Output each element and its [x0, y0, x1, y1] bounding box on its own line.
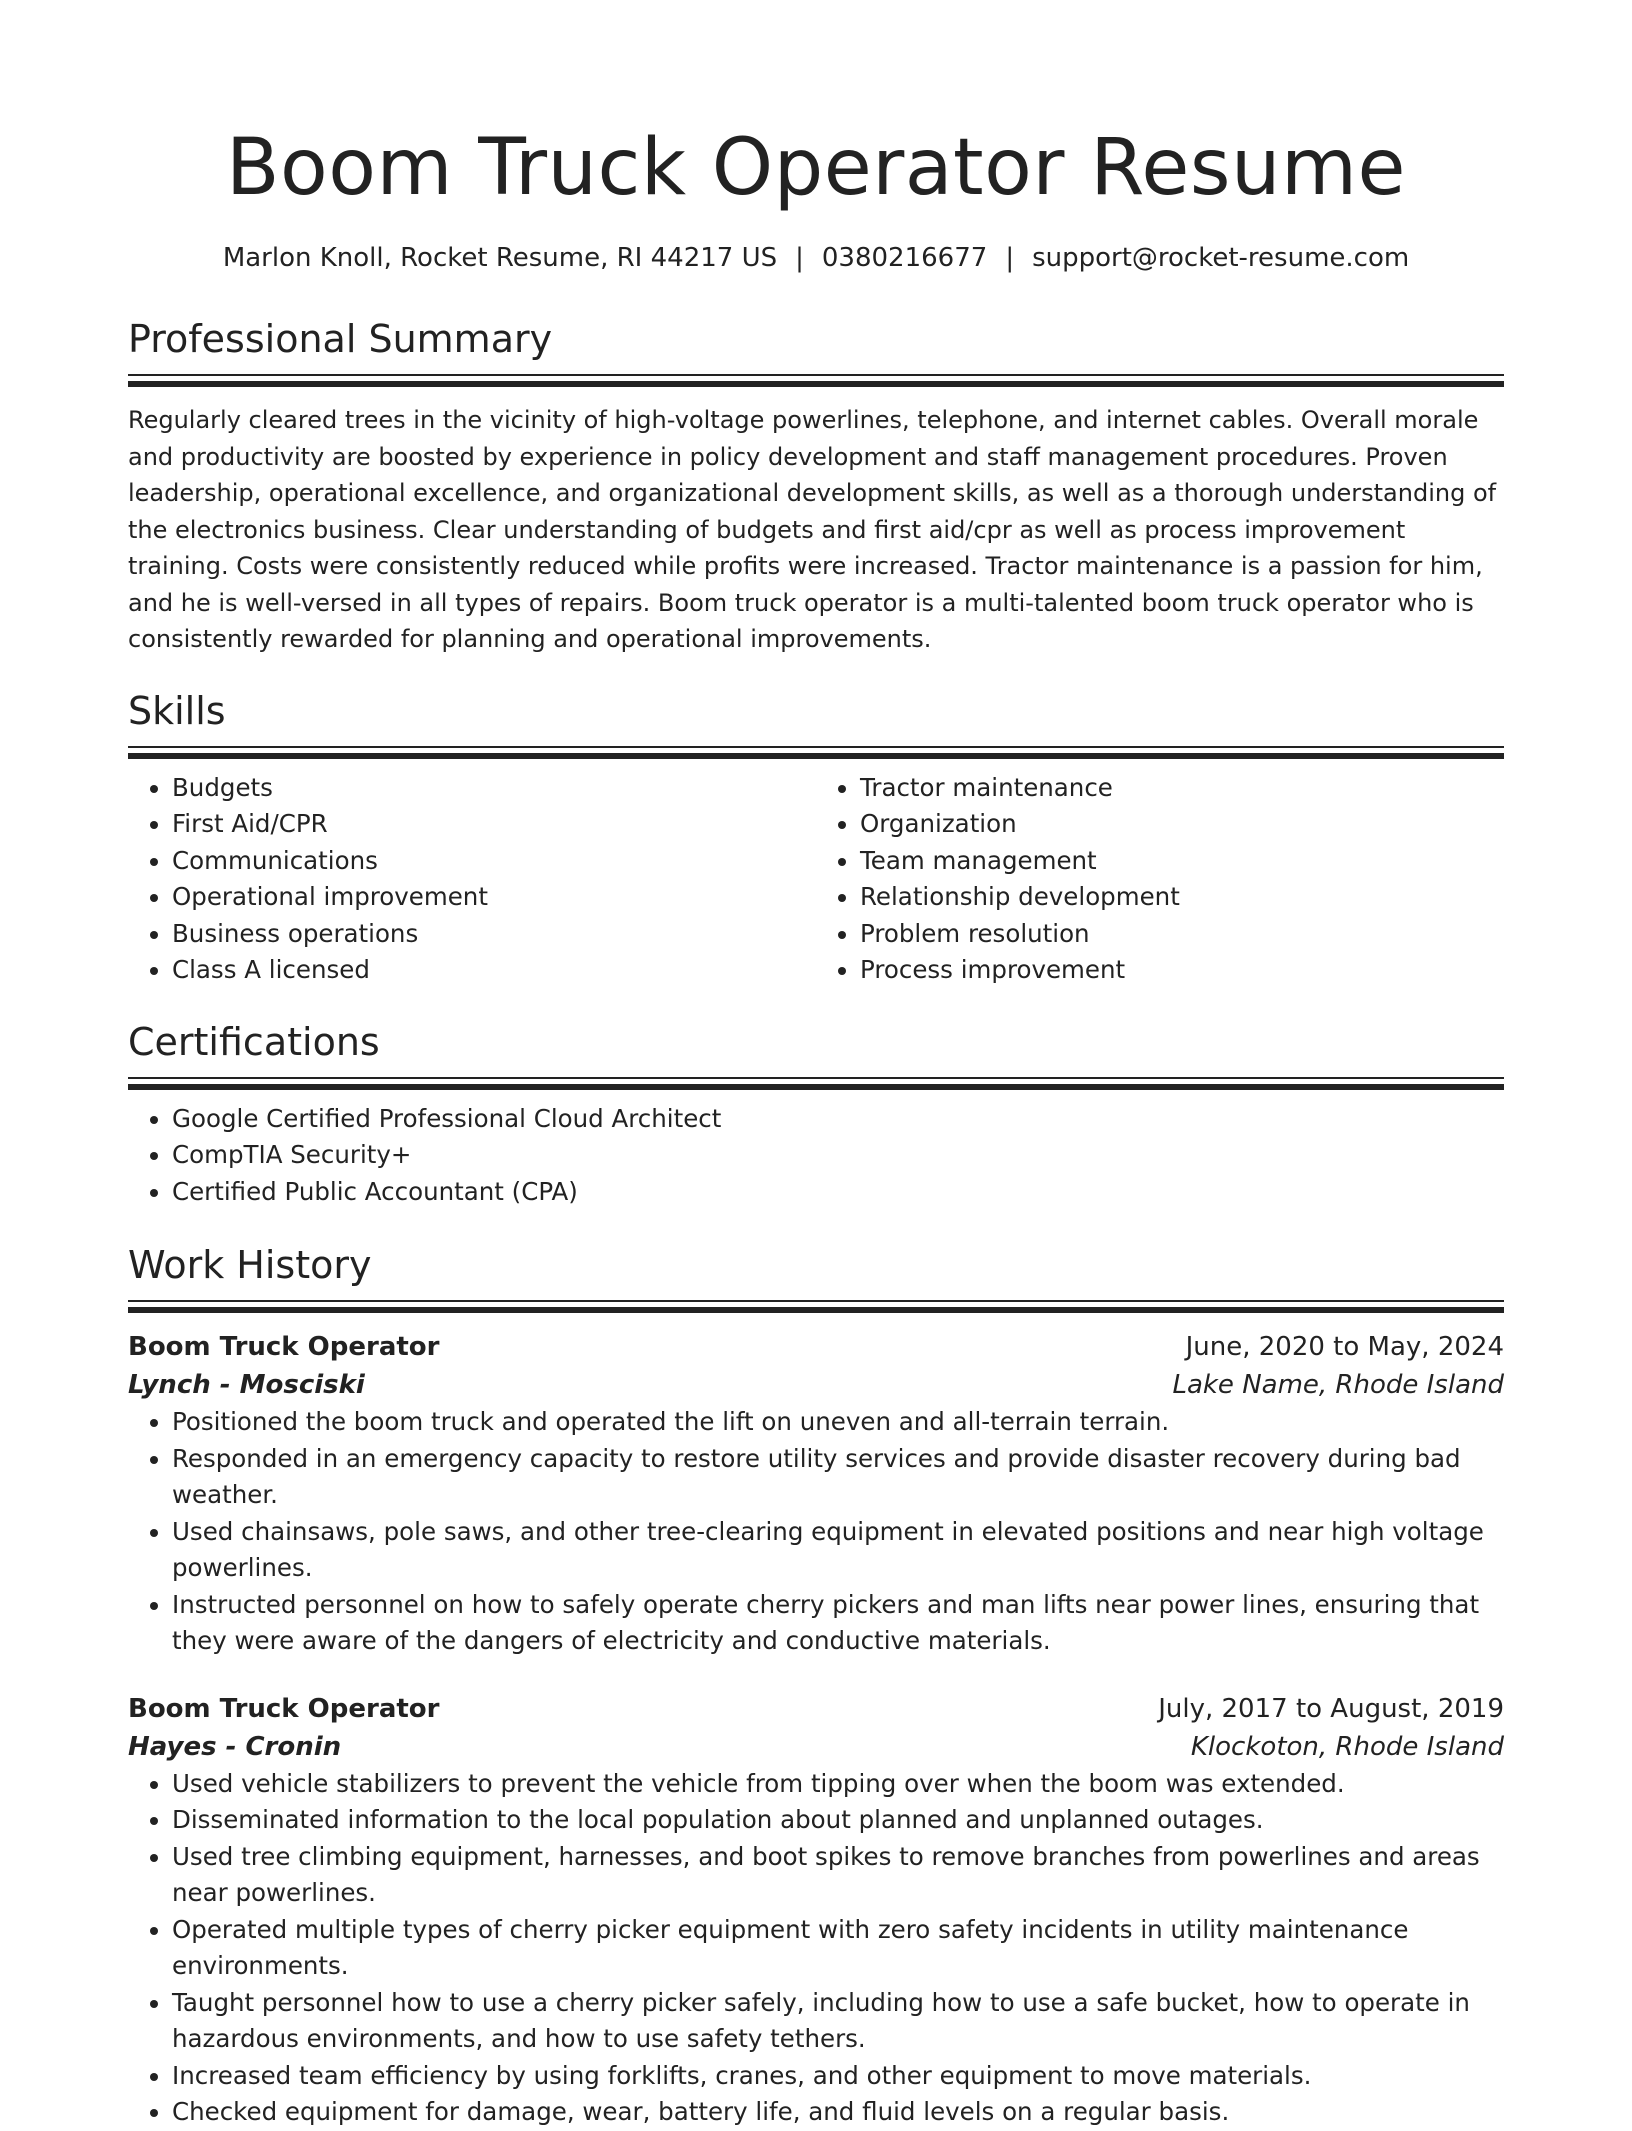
skill-item: • Class A licensed — [172, 952, 816, 989]
skill-item: • Communications — [172, 843, 816, 880]
section-heading: Professional Summary — [128, 317, 553, 361]
job-entry — [128, 1328, 1504, 1660]
job-dates: June, 2020 to May, 2024 — [1185, 1332, 1504, 1362]
skill-item: • Budgets — [172, 770, 816, 807]
skill-item: • Team management — [860, 843, 1504, 880]
job-location: Lake Name, Rhode Island — [1172, 1370, 1504, 1400]
skills-section — [128, 686, 1504, 989]
job-location: Klockoton, Rhode Island — [1190, 1731, 1504, 1762]
job-duty: • Taught personnel how to use a cherry picker safely, including how to use a safe bucket, how to operate in hazardous environments, and how to use safety tethers. — [172, 1985, 1504, 2058]
resume-page — [128, 0, 1504, 2131]
job-duty: • Increased team efficiency by using forklifts, cranes, and other equipment to move materials. — [172, 2058, 1504, 2095]
job-company: Lynch - Mosciski — [128, 1370, 365, 1400]
job-duty: • Positioned the boom truck and operated the lift on uneven and all-terrain terrain. — [172, 1404, 1504, 1441]
section-heading: Skills — [128, 688, 226, 733]
section-divider — [128, 746, 1504, 760]
certifications-list — [128, 1101, 1504, 1211]
job-entry — [128, 1690, 1504, 2131]
job-company-row — [128, 1728, 1504, 1766]
certification-item: • Google Certified Professional Cloud Architect — [172, 1101, 1504, 1138]
section-divider — [128, 374, 1504, 388]
contact-separator: | — [1005, 243, 1015, 273]
section-heading: Certifications — [128, 1019, 380, 1064]
work-history-section — [128, 1240, 1504, 2131]
section-heading: Work History — [128, 1243, 372, 1287]
certification-item: • CompTIA Security+ — [172, 1137, 1504, 1174]
contact-phone: 0380216677 — [821, 243, 988, 273]
job-header-row — [128, 1328, 1504, 1366]
skills-right-list — [816, 770, 1504, 989]
job-duties-list — [128, 1404, 1504, 1660]
skill-item: • Process improvement — [860, 952, 1504, 989]
summary-section — [128, 314, 1504, 658]
skill-item: • First Aid/CPR — [172, 806, 816, 843]
certification-item: • Certified Public Accountant (CPA) — [172, 1174, 1504, 1211]
section-divider — [128, 1077, 1504, 1091]
job-duties-list — [128, 1766, 1504, 2131]
skill-item: • Operational improvement — [172, 879, 816, 916]
job-duty: • Used vehicle stabilizers to prevent the vehicle from tipping over when the boom was extended. — [172, 1766, 1504, 1803]
skills-left-list — [128, 770, 816, 989]
job-duty: • Used tree climbing equipment, harnesses, and boot spikes to remove branches from powerlines and areas near powerlines. — [172, 1839, 1504, 1912]
skill-item: • Business operations — [172, 916, 816, 953]
job-company: Hayes - Cronin — [128, 1731, 342, 1762]
resume-title: Boom Truck Operator Resume — [226, 123, 1406, 213]
certifications-section — [128, 1017, 1504, 1211]
job-duty: • Instructed personnel on how to safely operate cherry pickers and man lifts near power lines, ensuring that they were aware of the dangers of electricity and conductive materials. — [172, 1587, 1504, 1660]
job-duty: • Responded in an emergency capacity to restore utility services and provide disaster recovery during bad weather. — [172, 1441, 1504, 1514]
contact-email: support@rocket-resume.com — [1032, 243, 1410, 273]
job-duty: • Checked equipment for damage, wear, battery life, and fluid levels on a regular basis. — [172, 2094, 1504, 2131]
job-duty: • Operated multiple types of cherry picker equipment with zero safety incidents in utility maintenance environments. — [172, 1912, 1504, 1985]
contact-separator: | — [795, 243, 804, 273]
job-header-row — [128, 1690, 1504, 1728]
skill-item: • Problem resolution — [860, 916, 1504, 953]
summary-text: Regularly cleared trees in the vicinity of high-voltage powerlines, telephone, and internet cables. Overall morale and productivity are boosted by experience in policy development and staff management procedures. Proven leadership, operational excellence, and organizational development skills, as well as a thorough understanding of the electronics business. Clear understanding of budgets and first aid/cpr as well as process improvement training. Costs were consistently reduced while profits were increased. Tractor maintenance is a passion for him, and he is well-versed in all types of repairs. Boom truck operator is a multi-talented boom truck operator who is consistently rewarded for planning and operational improvements. — [128, 406, 1497, 653]
job-dates: July, 2017 to August, 2019 — [1158, 1693, 1504, 1724]
section-divider — [128, 1300, 1504, 1314]
contact-address: Marlon Knoll, Rocket Resume, RI 44217 US — [222, 243, 778, 273]
job-title: Boom Truck Operator — [128, 1693, 440, 1724]
job-title: Boom Truck Operator — [128, 1332, 440, 1362]
skill-item: • Organization — [860, 806, 1504, 843]
skill-item: • Tractor maintenance — [860, 770, 1504, 807]
job-company-row — [128, 1366, 1504, 1404]
skill-item: • Relationship development — [860, 879, 1504, 916]
job-duty: • Used chainsaws, pole saws, and other tree-clearing equipment in elevated positions and near high voltage powerlines. — [172, 1514, 1504, 1587]
skills-grid — [128, 770, 1504, 989]
contact-line — [128, 240, 1504, 276]
job-duty: • Disseminated information to the local population about planned and unplanned outages. — [172, 1802, 1504, 1839]
